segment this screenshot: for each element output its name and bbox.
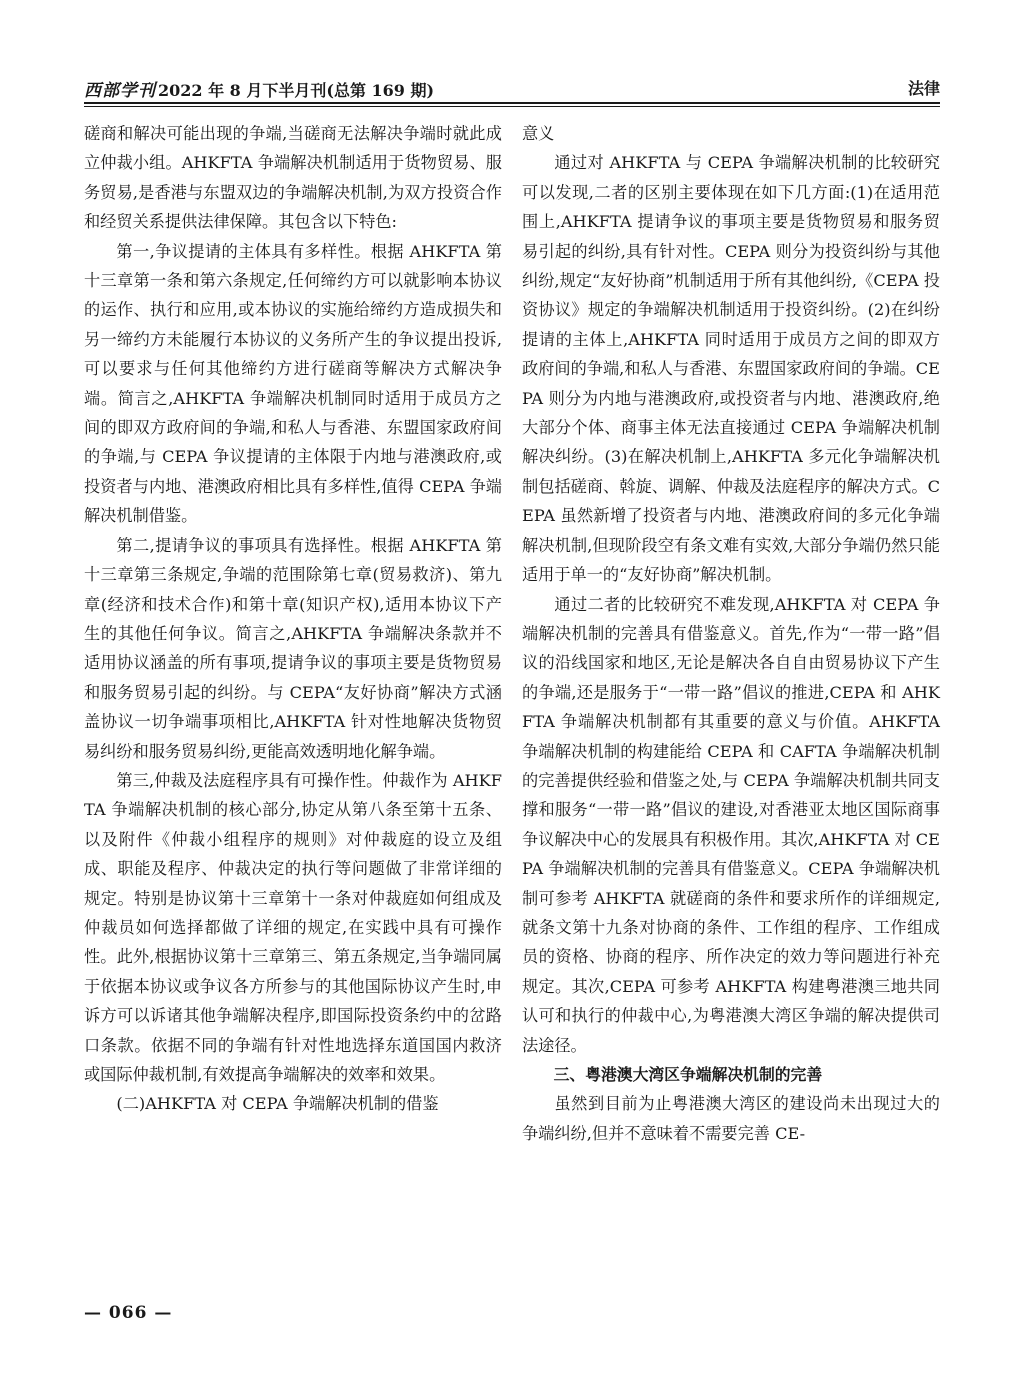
page-number: — 066 —: [84, 1303, 173, 1323]
paragraph: 第二,提请争议的事项具有选择性。根据 AHKFTA 第十三章第三条规定,争端的范围除第七章(贸易救济)、第九章(经济和技术合作)和第十章(知识产权),适用本协议下产生的其他任何争议。简言之,AHKFTA 争端解决条款并不适用协议涵盖的所有事项,提请争议的事项主要是货物贸易和服务贸易引起的纠纷。与 CEPA“友好协商”解决方式涵盖协议一切争端事项相比,AHKFTA 针对性地解决货物贸易纠纷和服务贸易纠纷,更能高效透明地化解争端。: [84, 535, 502, 761]
journal-issue-line: [84, 76, 434, 101]
header-rule-thin: [84, 106, 940, 107]
right-column: [522, 119, 940, 1148]
header-rule-thick: [84, 102, 940, 104]
issue-info: 2022 年 8 月下半月刊(总第 169 期): [158, 81, 435, 100]
section-label: 法律: [907, 79, 940, 98]
running-header: [84, 76, 940, 102]
paragraph: 虽然到目前为止粤港澳大湾区的建设尚未出现过大的争端纠纷,但并不意味着不需要完善 CE-: [522, 1094, 940, 1143]
left-column: [84, 119, 502, 1119]
section-heading: 三、粤港澳大湾区争端解决机制的完善: [553, 1065, 823, 1084]
paragraph: 磋商和解决可能出现的争端,当磋商无法解决争端时就此成立仲裁小组。AHKFTA 争端解决机制适用于货物贸易、服务贸易,是香港与东盟双边的争端解决机制,为双方投资合作和经贸关系提供法律保障。其包含以下特色:: [84, 124, 502, 232]
paragraph: 第一,争议提请的主体具有多样性。根据 AHKFTA 第十三章第一条和第六条规定,任何缔约方可以就影响本协议的运作、执行和应用,或本协议的实施给缔约方造成损失和另一缔约方未能履行本协议的义务所产生的争议提出投诉,可以要求与任何其他缔约方进行磋商等解决方式解决争端。简言之,AHKFTA 争端解决机制同时适用于成员方之间的即双方政府间的争端,和私人与香港、东盟国家政府间的争端,与 CEPA 争议提请的主体限于内地与港澳政府,或投资者与内地、港澳政府相比具有多样性,值得 CEPA 争端解决机制借鉴。: [84, 241, 502, 526]
subsection-heading: (二)AHKFTA 对 CEPA 争端解决机制的借鉴: [116, 1094, 439, 1114]
paragraph: 通过对 AHKFTA 与 CEPA 争端解决机制的比较研究可以发现,二者的区别主要体现在如下几方面:(1)在适用范围上,AHKFTA 提请争议的事项主要是货物贸易和服务贸易引起的纠纷,具有针对性。CEPA 则分为投资纠纷与其他纠纷,规定“友好协商”机制适用于所有其他纠纷,《CEPA 投资协议》规定的争端解决机制适用于投资纠纷。(2)在纠纷提请的主体上,AHKFTA 同时适用于成员方之间的即双方政府间的争端,和私人与香港、东盟国家政府间的争端。CEPA 则分为内地与港澳政府,或投资者与内地、港澳政府,绝大部分个体、商事主体无法直接通过 CEPA 争端解决机制解决纠纷。(3)在解决机制上,AHKFTA 多元化争端解决机制包括磋商、斡旋、调解、仲裁及法庭程序的解决方式。CEPA 虽然新增了投资者与内地、港澳政府间的多元化争端解决机制,但现阶段空有条文难有实效,大部分争端仍然只能适用于单一的“友好协商”解决机制。: [522, 153, 940, 585]
paragraph: 通过二者的比较研究不难发现,AHKFTA 对 CEPA 争端解决机制的完善具有借鉴意义。首先,作为“一带一路”倡议的沿线国家和地区,无论是解决各自自由贸易协议下产生的争端,还是服务于“一带一路”倡议的推进,CEPA 和 AHKFTA 争端解决机制都有其重要的意义与价值。AHKFTA 争端解决机制的构建能给 CEPA 和 CAFTA 争端解决机制的完善提供经验和借鉴之处,与 CEPA 争端解决机制共同支撑和服务“一带一路”倡议的建设,对香港亚太地区国际商事争议解决中心的发展具有积极作用。其次,AHKFTA 对 CEPA 争端解决机制的完善具有借鉴意义。CEPA 争端解决机制可参考 AHKFTA 就磋商的条件和要求所作的详细规定,就条文第十九条对协商的条件、工作组的程序、工作组成员的资格、协商的程序、所作决定的效力等问题进行补充规定。其次,CEPA 可参考 AHKFTA 构建粤港澳三地共同认可和执行的仲裁中心,为粤港澳大湾区争端的解决提供司法途径。: [522, 594, 940, 1055]
paragraph: 第三,仲裁及法庭程序具有可操作性。仲裁作为 AHKFTA 争端解决机制的核心部分,协定从第八条至第十五条、以及附件《仲裁小组程序的规则》对仲裁庭的设立及组成、职能及程序、仲裁决定的执行等问题做了非常详细的规定。特别是协议第十三章第十一条对仲裁庭如何组成及仲裁员如何选择都做了详细的规定,在实践中具有可操作性。此外,根据协议第十三章第三、第五条规定,当争端同属于依据本协议或争议各方所参与的其他国际协议产生时,申诉方可以诉诸其他争端解决程序,即国际投资条约中的岔路口条款。依据不同的争端有针对性地选择东道国国内救济或国际仲裁机制,有效提高争端解决的效率和效果。: [84, 770, 502, 1084]
paragraph: 意义: [522, 124, 555, 143]
journal-logo: 西部学刊: [84, 81, 156, 101]
